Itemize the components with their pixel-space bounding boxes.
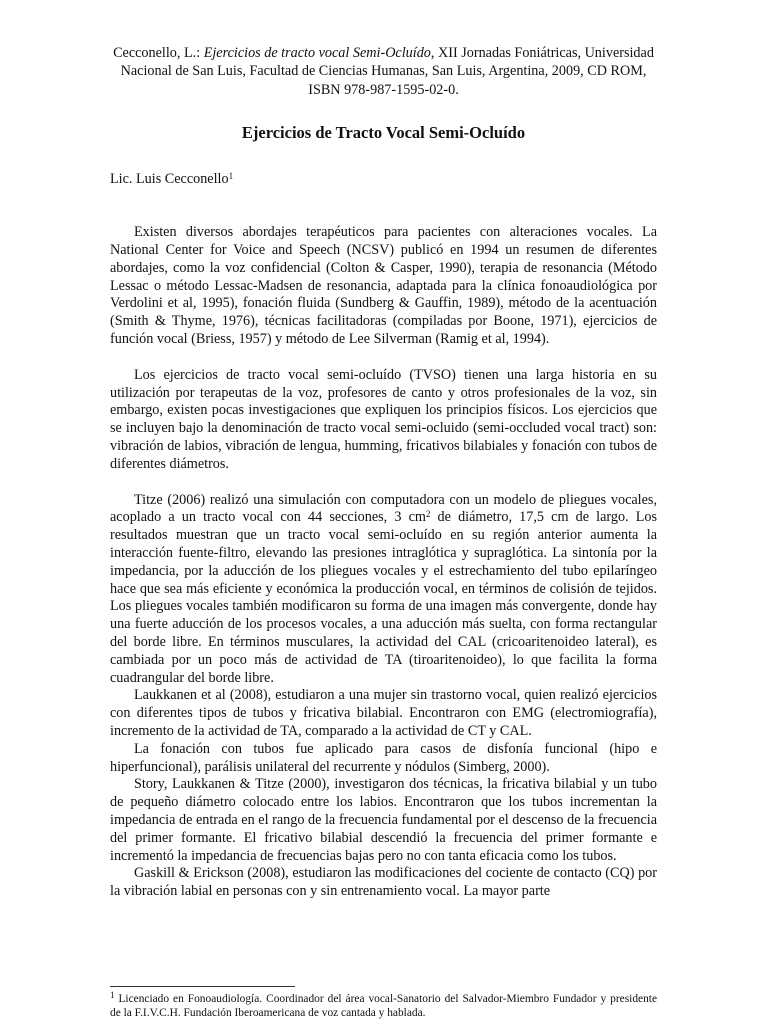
author-footnote-mark: 1 (228, 170, 234, 181)
citation-title: Ejercicios de tracto vocal Semi-Ocluído (203, 45, 431, 61)
paragraph-5: La fonación con tubos fue aplicado para casos de disfonía funcional (hipo e hiperfuncional), parálisis unilateral del recurrente y nódulos (Simberg, 2000). (110, 740, 657, 775)
paragraph-1: Existen diversos abordajes terapéuticos para pacientes con alteraciones vocales. La National Center for Voice and Speech (NCSV) publicó en 1994 un resumen de diferentes abordajes, como la voz confidencial (Colton & Casper, 1990), terapia de resonancia (Método Lessac o método Lessac-Madsen de resonancia, adaptada para la clínica fonoaudiológica por Verdolini et al, 1995), fonación fluida (Sundberg & Gauffin, 1989), método de la acentuación (Smith & Thyme, 1976), técnicas facilitadoras (compiladas por Boone, 1971), ejercicios de función vocal (Briess, 1957) y método de Lee Silverman (Ramig et al, 1994). (110, 224, 657, 347)
footnote-text: Licenciado en Fonoaudiología. Coordinador del área vocal-Sanatorio del Salvador-Miembro Fundador y presidente de la F.I.V.C.H. Fundación Iberoamericana de voz cantada y hablada. (110, 993, 657, 1019)
paper-title: Ejercicios de Tracto Vocal Semi-Ocluído (241, 123, 526, 143)
author-line (110, 170, 657, 188)
citation-details: , XII Jornadas Foniátricas, Universidad Nacional de San Luis, Facultad de Ciencias Humanas, San Luis, Argentina, 2009, CD ROM, ISBN 978-987-1595-02-0. (120, 45, 654, 98)
paragraph-4: Laukkanen et al (2008), estudiaron a una mujer sin trastorno vocal, quien realizó ejercicios con diferentes tipos de tubos y fricativa bilabial. Encontraron con EMG (electromiografía), incremento de la actividad de TA, comparado a la actividad de CT y CAL. (110, 687, 657, 739)
footnote-mark: 1 (110, 989, 115, 1000)
citation-header (110, 0, 657, 99)
paragraph-6: Story, Laukkanen & Titze (2000), investigaron dos técnicas, la fricativa bilabial y un tubo de pequeño diámetro colocado entre los labios. Encontraron que los tubos incrementan la impedancia de entrada en el rango de la frecuencia fundamental por el descenso de la frecuencia del primer formante. El fricativo bilabial descendió la frecuencia del primer formante e incrementó la impedancia de frecuencias bajas pero no con tanta eficacia como los tubos. (110, 776, 657, 864)
paragraph-3-part-b: de diámetro, 17,5 cm de largo. Los resultados muestran que un tracto vocal semi-ocluído en su región anterior aumenta la interacción fuente-filtro, elevando las presiones intraglótica y supraglótica. La sintonía por la impedancia, por la aducción de los pliegues vocales y el estrechamiento del tubo epilaríngeo hace que sea más eficiente y económica la producción vocal, en términos de colisión de tejidos. Los pliegues vocales también modificaron su forma de una imagen más convergente, donde hay una fuerte aducción de los procesos vocales, a una aducción más suelta, con forma rectangular del borde libre. En términos musculares, la actividad del CAL (cricoaritenoideo lateral), es cambiada por un poco más de actividad de TA (tiroaritenoideo), lo que facilita la forma cuadrangular del borde libre. (110, 509, 657, 686)
paragraph-7: Gaskill & Erickson (2008), estudiaron las modificaciones del cociente de contacto (CQ) por la vibración labial en personas con y sin entrenamiento vocal. La mayor parte (110, 865, 657, 900)
author-name: Lic. Luis Cecconello (110, 171, 229, 188)
footnote-divider (110, 986, 295, 987)
paragraph-3-part-a: Titze (2006) realizó una simulación con computadora con un modelo de pliegues vocales, acoplado a un tracto vocal con 44 secciones, 3 cm (110, 491, 657, 526)
footnote (110, 989, 657, 1020)
paragraph-3 (110, 492, 657, 688)
superscript-2: 2 (425, 508, 431, 519)
citation-author: Cecconello, L.: (113, 45, 204, 61)
body-text (110, 224, 657, 901)
paragraph-2: Los ejercicios de tracto vocal semi-ocluído (TVSO) tienen una larga historia en su utilización por terapeutas de la voz, profesores de canto y otros profesionales de la voz, sin embargo, existen pocas investigaciones que expliquen los principios físicos. Los ejercicios que se incluyen bajo la denominación de tracto vocal semi-ocluido (semi-occluded vocal tract) son: vibración de labios, vibración de lengua, humming, fricativos bilabiales y fonación con tubos de diferentes diámetros. (110, 366, 657, 472)
